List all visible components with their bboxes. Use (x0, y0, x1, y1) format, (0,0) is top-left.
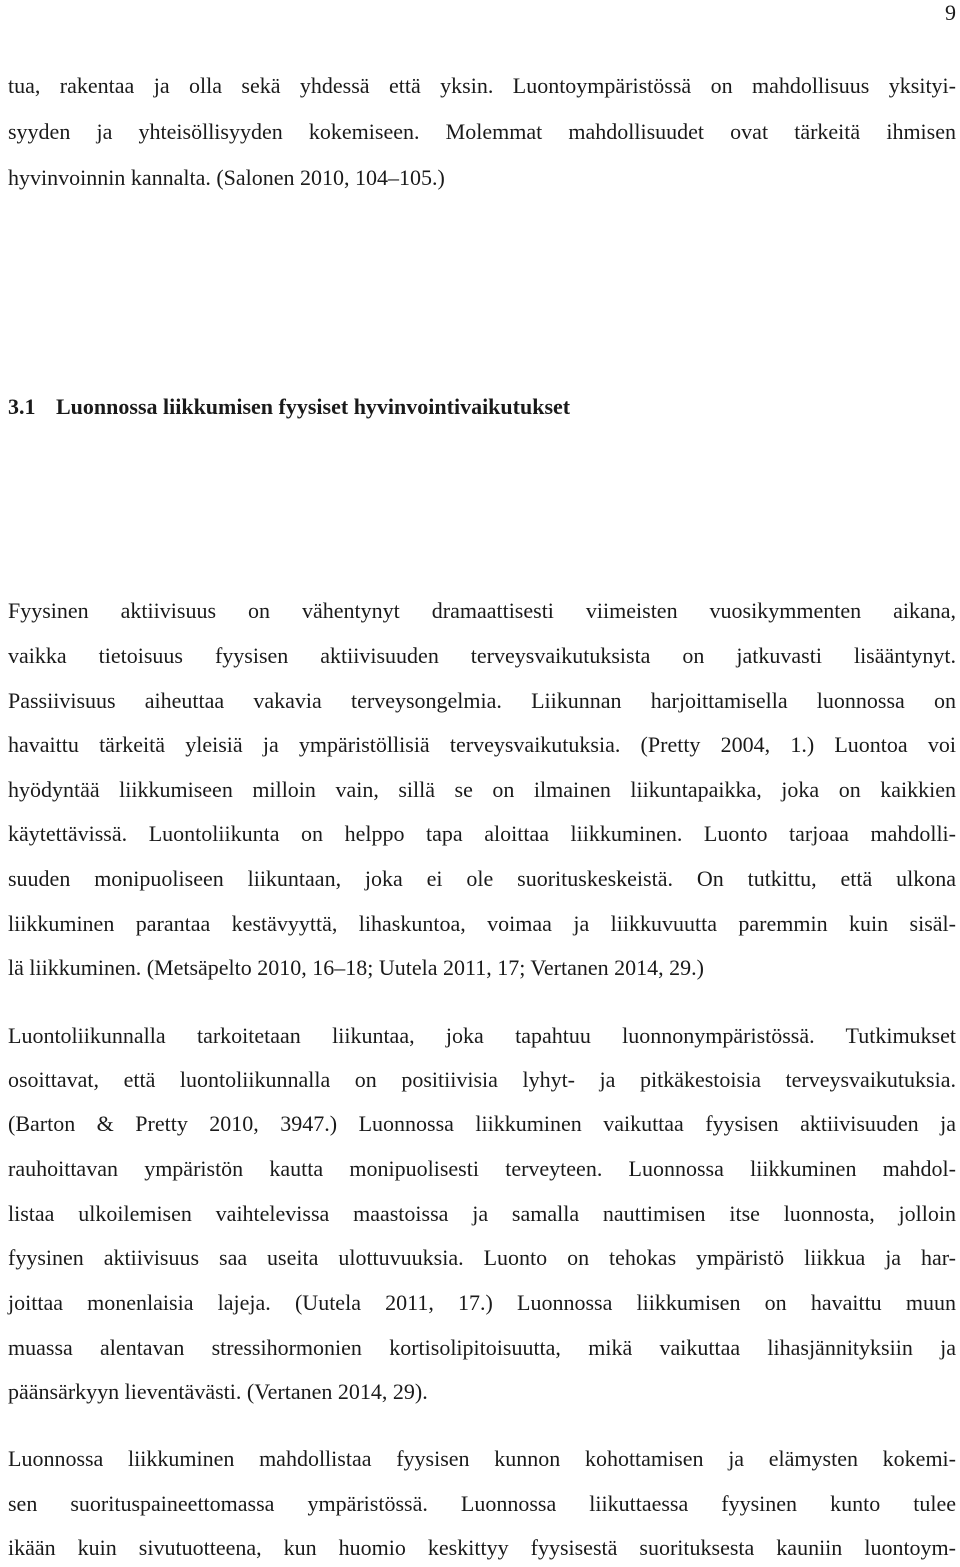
text-line: fyysinen aktiivisuus saa useita ulottuvuuksia. Luonto on tehokas ympäristö liikkua ja har- (8, 1245, 956, 1270)
text-line: Luontoliikunnalla tarkoitetaan liikuntaa, joka tapahtuu luonnonympäristössä. Tutkimukset (8, 1023, 956, 1048)
text-line: rauhoittavan ympäristön kautta monipuolisesti terveyteen. Luonnossa liikkuminen mahdol- (8, 1156, 956, 1181)
page-number: 9 (945, 0, 956, 25)
text-line: käytettävissä. Luontoliikunta on helppo tapa aloittaa liikkuminen. Luonto tarjoaa mahdolli- (8, 821, 956, 846)
text-line: (Barton & Pretty 2010, 3947.) Luonnossa liikkuminen vaikuttaa fyysisen aktiivisuuden ja (8, 1111, 956, 1136)
text-line: Fyysinen aktiivisuus on vähentynyt dramaattisesti viimeisten vuosikymmenten aikana, (8, 598, 956, 623)
text-line: havaittu tärkeitä yleisiä ja ympäristöllisiä terveysvaikutuksia. (Pretty 2004, 1.) Luontoa voi (8, 732, 956, 757)
text-line: sen suorituspaineettomassa ympäristössä. Luonnossa liikuttaessa fyysinen kunto tulee (8, 1491, 956, 1516)
text-line: Passiivisuus aiheuttaa vakavia terveysongelmia. Liikunnan harjoittamisella luonnossa on (8, 688, 956, 713)
section-heading (8, 392, 570, 422)
section-title: Luonnossa liikkumisen fyysiset hyvinvointivaikutukset (56, 394, 571, 419)
text-line: hyödyntää liikkumiseen milloin vain, sillä se on ilmainen liikuntapaikka, joka on kaikkien (8, 777, 956, 802)
text-line: hyvinvoinnin kannalta. (Salonen 2010, 104–105.) (8, 165, 445, 190)
text-line: tua, rakentaa ja olla sekä yhdessä että yksin. Luontoympäristössä on mahdollisuus yksityi- (8, 73, 956, 98)
text-line: lä liikkuminen. (Metsäpelto 2010, 16–18; Uutela 2011, 17; Vertanen 2014, 29.) (8, 955, 704, 980)
text-line: liikkuminen parantaa kestävyyttä, lihaskuntoa, voimaa ja liikkuvuutta paremmin kuin sisäl- (8, 911, 956, 936)
text-line: osoittavat, että luontoliikunnalla on positiivisia lyhyt- ja pitkäkestoisia terveysvaikutuksia. (8, 1067, 956, 1092)
text-line: syyden ja yhteisöllisyyden kokemiseen. Molemmat mahdollisuudet ovat tärkeitä ihmisen (8, 119, 956, 144)
text-line: päänsärkyyn lieventävästi. (Vertanen 2014, 29). (8, 1379, 428, 1404)
text-line: Luonnossa liikkuminen mahdollistaa fyysisen kunnon kohottamisen ja elämysten kokemi- (8, 1446, 956, 1471)
text-line: listaa ulkoilemisen vaihtelevissa maastoissa ja samalla nauttimisen itse luonnosta, jolloin (8, 1201, 956, 1226)
section-number: 3.1 (8, 394, 36, 419)
text-line: suuden monipuoliseen liikuntaan, joka ei ole suorituskeskeistä. On tutkittu, että ulkona (8, 866, 956, 891)
text-line: ikään kuin sivutuotteena, kun huomio keskittyy fyysisestä suorituksesta kauniin luontoym- (8, 1535, 956, 1560)
text-line: joittaa monenlaisia lajeja. (Uutela 2011, 17.) Luonnossa liikkumisen on havaittu muun (8, 1290, 956, 1315)
text-line: vaikka tietoisuus fyysisen aktiivisuuden terveysvaikutuksista on jatkuvasti lisääntynyt. (8, 643, 956, 668)
text-line: muassa alentavan stressihormonien kortisolipitoisuutta, mikä vaikuttaa lihasjännityksiin ja (8, 1335, 956, 1360)
